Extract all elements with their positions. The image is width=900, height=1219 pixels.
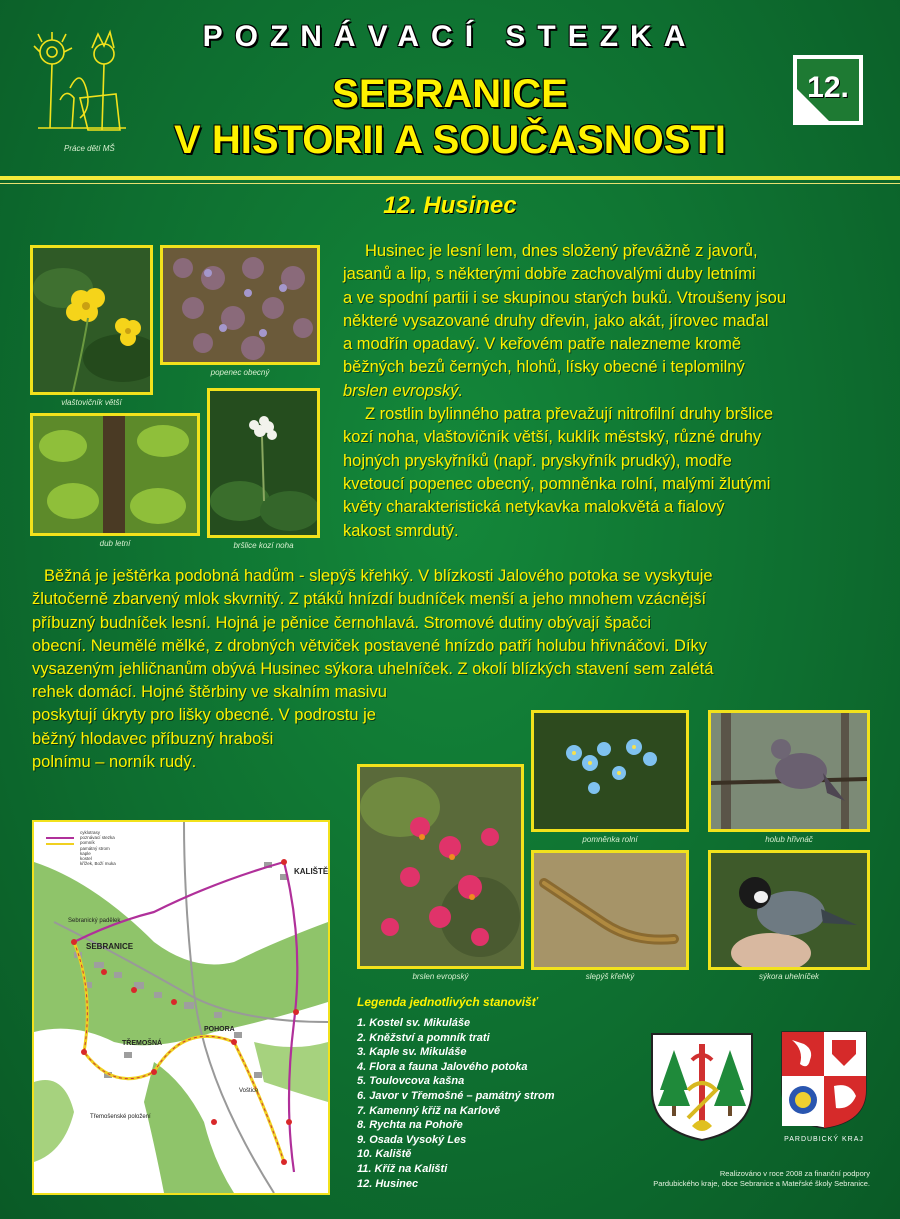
map-label-tremosenske: Třemošenské položení: [90, 1114, 151, 1120]
slow-worm-icon: [534, 853, 686, 967]
text-line: Z rostlin bylinného patra převažují nitrofilní druhy bršlice: [365, 405, 774, 424]
sebranice-coat-of-arms-icon: [648, 1030, 756, 1142]
caption-dub: dub letní: [99, 539, 131, 548]
caption-pomnenka: pomněnka rolní: [582, 835, 638, 844]
legend-item: 11. Kříž na Kališti: [357, 1162, 448, 1175]
legend-item: 4. Flora a fauna Jalového potoka: [357, 1060, 528, 1073]
legend-item: 5. Toulovcova kašna: [357, 1075, 465, 1088]
section-title: 12. Husinec: [383, 192, 517, 219]
legend-item: 9. Osada Vysoký Les: [357, 1133, 467, 1146]
legend-item: 10. Kaliště: [357, 1148, 412, 1161]
map-label-vostice: Voštice: [239, 1088, 259, 1094]
caption-brslice: bršlice kozí noha: [233, 541, 294, 550]
map-drawing: [34, 822, 328, 1193]
map-legend: [80, 830, 116, 866]
caption-slepys: slepýš křehký: [585, 972, 635, 981]
caption-holub: holub hřivnáč: [765, 835, 813, 844]
map-legend-item: kostel: [80, 856, 92, 862]
trail-map: [32, 820, 330, 1195]
legend-item: 3. Kaple sv. Mikuláše: [357, 1046, 467, 1059]
text-line: některé vysazované druhy dřevin, jako akát, jírovec maďal: [343, 311, 769, 330]
map-legend-item: památný strom: [80, 845, 110, 851]
legend-item: 7. Kamenný kříž na Karlově: [357, 1104, 501, 1117]
ground-ivy-icon: [163, 248, 317, 362]
yellow-flower-icon: [33, 248, 150, 392]
drawing-caption: Práce dětí MŠ: [64, 144, 115, 153]
map-label-sebranice: SEBRANICE: [86, 942, 134, 951]
legend-title: Legenda jednotlivých stanovišť: [357, 995, 538, 1009]
caption-vlastovicnik: vlaštovičník větší: [61, 398, 122, 407]
text-line: Husinec je lesní lem, dnes složený převážně z javorů,: [365, 242, 758, 260]
header-divider: [0, 176, 900, 180]
photo-pomnenka: [531, 710, 689, 832]
text-line: Běžná je ještěrka podobná hadům - slepýš křehký. V blízkosti Jalového potoka se vyskytuje: [44, 567, 713, 585]
coal-tit-icon: [711, 853, 867, 967]
text-line: a ve spodní partii i se skupinou starých buků. Vtroušeny jsou: [343, 288, 786, 307]
text-line: kvetoucí popenec obecný, pomněnka rolní, malými žlutými: [343, 474, 771, 493]
forget-me-not-icon: [534, 713, 686, 829]
map-legend-item: pomník: [80, 840, 95, 846]
map-legend-item: křížek, Boží muka: [80, 861, 116, 867]
legend-item: 8. Rychta na Pohoře: [357, 1119, 463, 1132]
header: [0, 0, 900, 180]
text-line: květy charakteristická netykavka malokvětá a fialový: [343, 498, 725, 517]
photo-slepys: [531, 850, 689, 970]
text-line: rehek domácí. Hojné štěrbiny ve skalním masivu: [32, 683, 387, 701]
text-line: žlutočerně zbarvený mlok skvrnitý. Z ptáků hnízdí budníček menší a jeho mnohem vzácnější: [32, 590, 707, 609]
map-legend-item: kaple: [80, 850, 91, 856]
text-line: a modřín opadavý. V keřovém patře nalezneme kromě: [343, 335, 742, 354]
photo-sykora: [708, 850, 870, 970]
text-line: vysazeným jehličnanům obývá Husinec sýkora uhelníček. Z okolí blízkých stavení sem zalétá: [32, 660, 714, 679]
oak-leaves-icon: [33, 416, 197, 533]
caption-brslen: brslen evropský: [412, 972, 469, 981]
photo-brslice: [207, 388, 320, 538]
text-line: příbuzný budníček lesní. Hojná je pěnice černohlavá. Stromové dutiny obývají špačci: [32, 613, 652, 632]
photo-vlastovicnik: [30, 245, 153, 395]
pardubice-region-coat-of-arms-icon: [780, 1030, 868, 1130]
caption-popenec: popenec obecný: [210, 368, 270, 377]
photo-dub: [30, 413, 200, 536]
stop-number-badge: [793, 55, 863, 125]
map-label-tremosna: TŘEMOŠNÁ: [122, 1040, 163, 1047]
text-line: brslen evropský.: [343, 381, 464, 400]
legend-item: 2. Kněžství a pomník trati: [357, 1031, 490, 1044]
stop-number: 12.: [807, 71, 849, 104]
header-divider-thin: [0, 183, 900, 184]
text-line: kozí noha, vlaštovičník větší, kuklík městský, různé druhy: [343, 428, 762, 447]
pigeon-icon: [711, 713, 867, 829]
photo-brslen: [357, 764, 524, 969]
text-line: polnímu – norník rudý.: [32, 752, 197, 771]
funding-note-line: Pardubického kraje, obce Sebranice a Mateřské školy Sebranice.: [653, 1179, 870, 1188]
legend-item: 6. Javor v Třemošné – památný strom: [357, 1089, 555, 1102]
photo-holub: [708, 710, 870, 832]
photo-popenec: [160, 245, 320, 365]
caption-sykora: sýkora uhelníček: [758, 972, 820, 981]
trail-overline: POZNÁVACÍ STEZKA: [202, 20, 698, 53]
text-line: kakost smrdutý.: [343, 521, 459, 540]
map-legend-item: cyklotrasy: [80, 830, 101, 835]
paragraph-fauna-cont: [32, 681, 512, 774]
page-title-line1: SEBRANICE: [332, 72, 568, 116]
paragraph-forest: [343, 240, 868, 543]
region-caption: PARDUBICKÝ KRAJ: [784, 1136, 864, 1143]
legend-list: [357, 1016, 554, 1191]
map-label-pohora: POHORA: [204, 1026, 235, 1033]
map-legend-item: poznávací stezka: [80, 835, 115, 841]
legend-item: 1. Kostel sv. Mikuláše: [357, 1017, 471, 1029]
text-line: jasanů a lip, s některými dobře zachovalými duby letními: [343, 265, 756, 284]
text-line: běžných bezů černých, hlohů, lísky obecné i teplomilný: [343, 358, 745, 377]
funding-note-line: Realizováno v roce 2008 za finanční podpory: [719, 1169, 870, 1178]
map-label-padelek: Sebranický padělek: [68, 918, 121, 924]
page-title-line2: V HISTORII A SOUČASNOSTI: [174, 118, 726, 162]
text-line: poskytují úkryty pro lišky obecné. V podrostu je: [32, 706, 376, 725]
map-label-kaliste: KALIŠTĚ: [294, 867, 329, 876]
legend-item: 12. Husinec: [357, 1177, 419, 1190]
ground-elder-icon: [210, 391, 317, 535]
text-line: obecní. Neumělé mělké, z drobných větviček postavené hnízdo patří holubu hřivnáčovi. Díky: [32, 636, 708, 655]
text-line: hojných pryskyřníků (např. pryskyřník prudký), modře: [343, 451, 732, 470]
text-line: běžný hlodavec příbuzný hraboši: [32, 729, 274, 748]
spindle-fruit-icon: [360, 767, 521, 966]
funding-note: [600, 1169, 870, 1189]
paragraph-fauna: [32, 565, 872, 681]
